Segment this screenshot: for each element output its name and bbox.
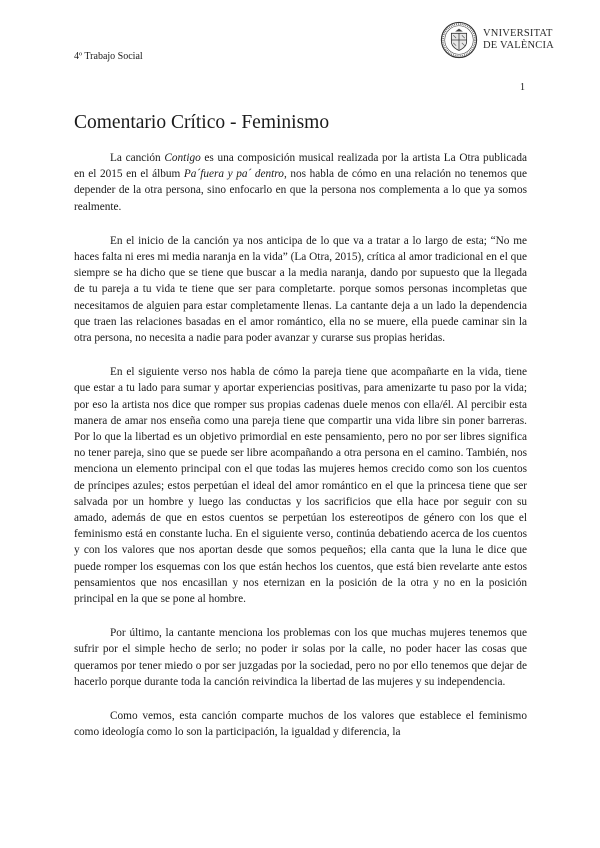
text-run: La canción bbox=[110, 152, 165, 164]
italic-text: Pa´fuera y pa´ dentro bbox=[183, 168, 284, 181]
logo-line-1: VNIVERSITAT bbox=[483, 28, 553, 39]
text-run: , nos habla de cómo en una relación no tenemos que depender de la otra persona, sino enfocarlo en que la persona nos complementa a lo que ya somos realmente. bbox=[74, 168, 528, 213]
paragraph bbox=[74, 708, 527, 740]
university-logo bbox=[440, 18, 552, 62]
seal-logo-icon bbox=[440, 21, 478, 59]
text-run: En el inicio de la canción ya nos anticipa de lo que va a tratar a lo largo de esta; “No me haces falta ni eres mi media naranja en la vida” (La Otra, 2015), crítica al amor tradicional en el que siempre se ha dicho que se tiene que buscar a la media naranja, dando por supuesto que la llegada de tu pareja a tu vida te tiene que ser para completarte. porque somos personas incompletas que necesitamos de alguien para estar completamente llenas. La cantante deja a un lado la dependencia que traen las relaciones basadas en el amor romántico, ella no se muere, ella puede caminar sin la otra persona, no necesita a nadie para poder avanzar y curarse sus propias heridas. bbox=[74, 234, 527, 345]
page-title: Comentario Crítico - Feminismo bbox=[74, 112, 330, 133]
logo-line-2: DE VALÈNCIA bbox=[483, 40, 554, 51]
page-number: 1 bbox=[520, 82, 525, 93]
text-run: Por último, la cantante menciona los problemas con los que muchas mujeres tenemos que sufrir por el simple hecho de serlo; no poder ir solas por la calle, no poder hacer las cosas que queramos por tener miedo o por ser juzgadas por la sociedad, pero no por ello tenemos que dejar de hacerlo porque durante toda la canción reivindica la libertad de las mujeres y su independencia. bbox=[74, 627, 527, 688]
document-body bbox=[74, 150, 527, 759]
paragraph bbox=[74, 150, 527, 215]
italic-text: Contigo bbox=[164, 152, 201, 164]
paragraph bbox=[74, 364, 527, 607]
course-label: 4º Trabajo Social bbox=[74, 51, 143, 62]
paragraph bbox=[74, 233, 527, 346]
text-run: Como vemos, esta canción comparte muchos de los valores que establece el feminismo como ideología como lo son la participación, la igualdad y diferencia, la bbox=[74, 710, 527, 739]
paragraph bbox=[74, 625, 527, 690]
text-run: En el siguiente verso nos habla de cómo la pareja tiene que acompañarte en la vida, tiene que estar a tu lado para sumar y aportar experiencias positivas, para amenizarte tu paso por la vida; por eso la artista nos dice que romper sus propias cadenas duele menos con ella/él. Al percibir esta manera de amar nos enseña como una pareja tiene que compartir una vida libre sin poner barreras. Por lo que la libertad es un objetivo primordial en este pensamiento, pero no por ser libres significa no tener pareja, sino que se puede ser libre acompañando a otra persona en el camino. También, nos menciona un elemento principal con el que todas las mujeres hemos crecido como son los cuentos de príncipes azules; estos perpetúan el ideal del amor romántico en el que la princesa tiene que ser salvada por un hombre y luego las conductas y los sacrificios que ella hace por seguir con su amado, además de que en estos cuentos se perpetúan los estereotipos de género con los que el feminismo está en constante lucha. En el siguiente verso, continúa debatiendo acerca de los cuentos y con los valores que nos aportan desde que somos pequeños; ella canta que la luna le dice que puede romper los esquemas con los que están hechos los cuentos, que está bien revelarte ante estos pensamientos que nos encasillan y nos eternizan en la posición de la otra y no en la posición principal en la que se pone al hombre. bbox=[74, 366, 527, 606]
text-run: es una composición musical realizada por la artista La Otra publicada en el 2015 en el álbum bbox=[74, 152, 527, 181]
logo-text bbox=[483, 28, 554, 52]
